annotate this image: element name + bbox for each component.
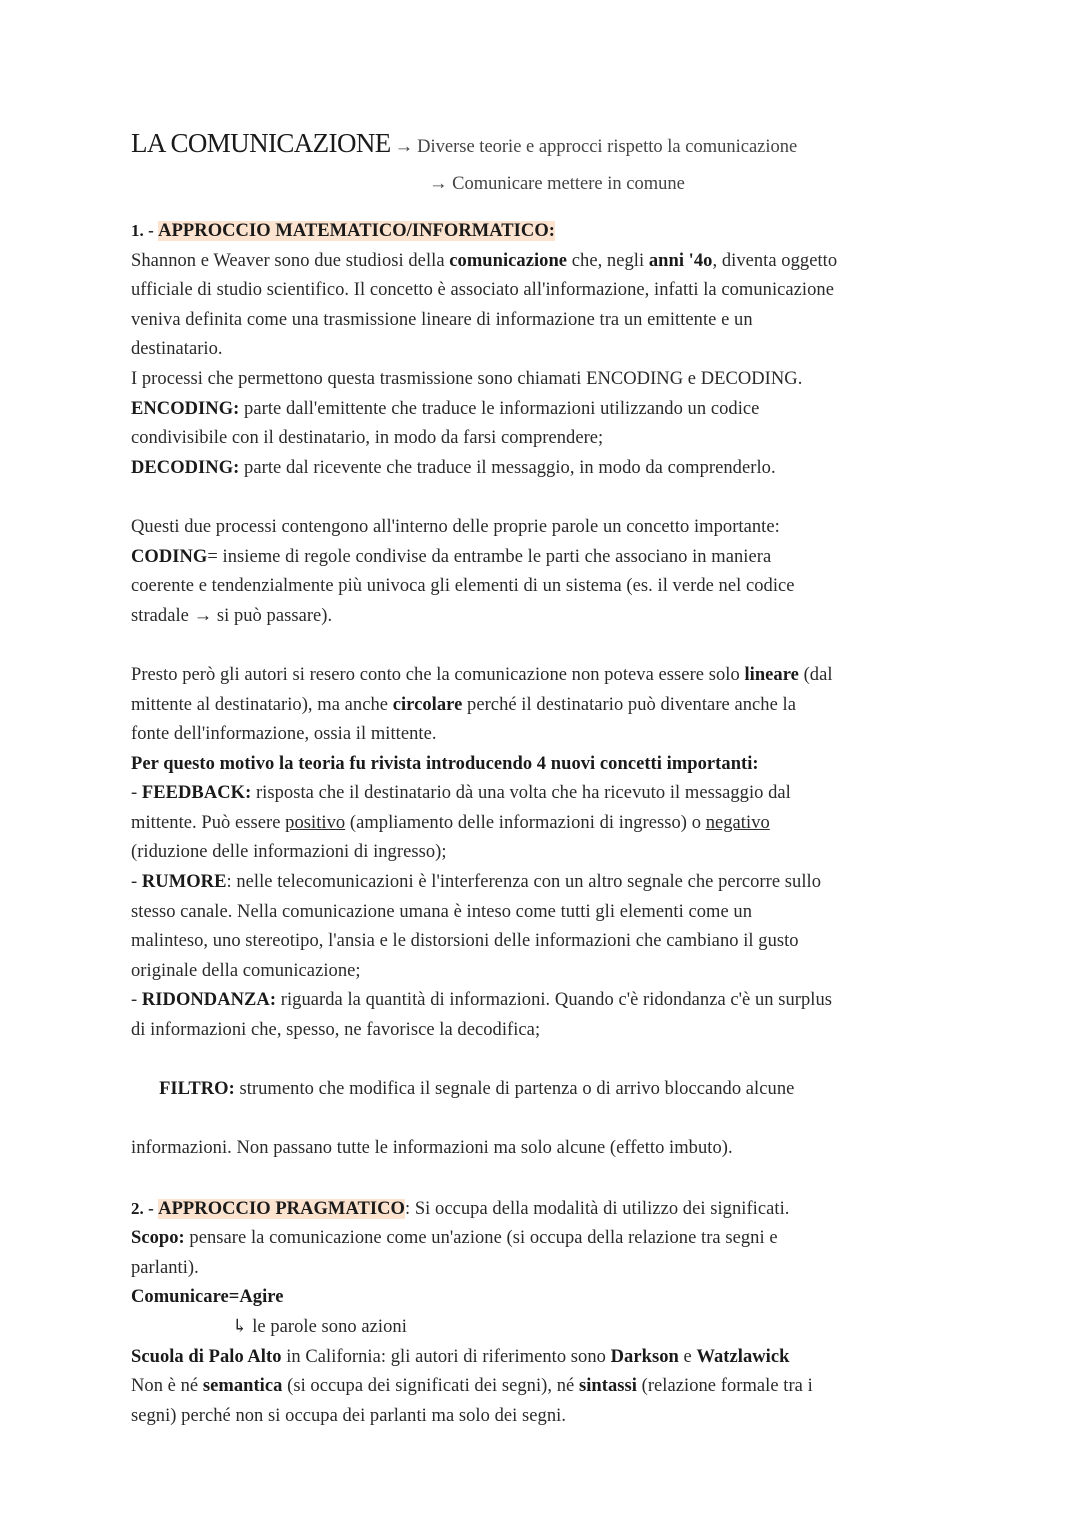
bold-term: lineare xyxy=(744,664,799,685)
s1-p2: I processi che permettono questa trasmissione sono chiamati ENCODING e DECODING. xyxy=(131,368,803,389)
rumore-label: RUMORE xyxy=(141,872,227,893)
encoding-line1 xyxy=(131,395,961,425)
document-page xyxy=(131,128,961,1431)
feedback-line3: (riduzione delle informazioni di ingresso); xyxy=(131,842,447,863)
title-row xyxy=(131,128,961,168)
subtitle-2: Comunicare mettere in comune xyxy=(452,174,685,194)
s1-p3: Questi due processi contengono all'interno delle proprie parole un concetto importante: xyxy=(131,516,780,537)
filtro-line1 xyxy=(131,1046,961,1135)
encoding-line2: condivisibile con il destinatario, in modo da farsi comprendere; xyxy=(131,428,604,449)
decoding-line1 xyxy=(131,454,961,484)
coding-line3: stradale → si può passare). xyxy=(131,605,333,626)
text: , diventa oggetto xyxy=(712,250,838,271)
text: pensare la comunicazione come un'azione (si occupa della relazione tra segni e xyxy=(184,1228,778,1249)
rumore-line3: malinteso, uno stereotipo, l'ansia e le distorsioni delle informazioni che cambiano il gusto xyxy=(131,931,799,952)
dash: - xyxy=(131,872,142,893)
filtro-line2: informazioni. Non passano tutte le informazioni ma solo alcune (effetto imbuto). xyxy=(131,1138,733,1159)
underlined-term: positivo xyxy=(285,812,346,833)
bold-term: Scuola di Palo Alto xyxy=(131,1346,282,1367)
s1-p1-line1 xyxy=(131,247,961,277)
section2-number: 2. - xyxy=(131,1198,159,1218)
comunicare-agire xyxy=(131,1283,961,1313)
s1-p5 xyxy=(131,750,961,780)
non-line1 xyxy=(131,1372,961,1402)
section2-title: APPROCCIO PRAGMATICO xyxy=(158,1198,405,1219)
text: e xyxy=(678,1346,697,1367)
coding-line2: coerente e tendenzialmente più univoca gli elementi di un sistema (es. il verde nel codice xyxy=(131,576,795,597)
text: Non è né xyxy=(131,1376,203,1397)
bold-term: Darkson xyxy=(610,1346,679,1367)
text: Shannon e Weaver sono due studiosi della xyxy=(131,250,450,271)
coding-label: CODING xyxy=(131,546,208,567)
text: : Si occupa della modalità di utilizzo dei significati. xyxy=(404,1198,790,1219)
feedback-label: FEEDBACK: xyxy=(141,783,252,804)
text: riguarda la quantità di informazioni. Quando c'è ridondanza c'è un surplus xyxy=(276,990,833,1011)
non-line2: segni) perché non si occupa dei parlanti ma solo dei segni. xyxy=(131,1405,566,1426)
page-title: LA COMUNICAZIONE xyxy=(131,128,391,158)
rumore-line2: stesso canale. Nella comunicazione umana è inteso come tutti gli elementi come un xyxy=(131,901,753,922)
text: in California: gli autori di riferimento sono xyxy=(281,1346,611,1367)
text: strumento che modifica il segnale di partenza o di arrivo bloccando alcune xyxy=(234,1079,795,1100)
decoding-label: DECODING: xyxy=(131,457,240,478)
text: (ampliamento delle informazioni di ingresso) o xyxy=(345,812,706,833)
s1-p1-line2: ufficiale di studio scientifico. Il concetto è associato all'informazione, infatti la comunicazione xyxy=(131,280,834,301)
bold-term: comunicazione xyxy=(449,250,568,271)
text: (si occupa dei significati dei segni), né xyxy=(282,1376,579,1397)
text: mittente. Può essere xyxy=(131,812,286,833)
encoding-label: ENCODING: xyxy=(131,398,240,419)
bold-term: circolare xyxy=(392,694,463,715)
text: le parole sono azioni xyxy=(247,1316,407,1337)
text: mittente al destinatario), ma anche xyxy=(131,694,393,715)
title-arrow-2: → xyxy=(429,174,448,194)
s1-p4-line2 xyxy=(131,691,961,721)
scopo-line2: parlanti). xyxy=(131,1257,199,1278)
text: che, negli xyxy=(567,250,649,271)
comunicare-label: Comunicare=Agire xyxy=(131,1287,284,1308)
feedback-line1 xyxy=(131,779,961,809)
scuola-line xyxy=(131,1343,961,1373)
title-arrow-1: → xyxy=(394,137,414,157)
filtro-label: FILTRO: xyxy=(159,1079,235,1100)
scopo-line1 xyxy=(131,1224,961,1254)
dash: - xyxy=(131,783,142,804)
subtitle-1: Diverse teorie e approcci rispetto la comunicazione xyxy=(417,137,798,157)
dash xyxy=(150,1079,159,1099)
text: parte dal ricevente che traduce il messaggio, in modo da comprenderlo. xyxy=(239,457,776,478)
bold-term: anni '4o xyxy=(648,250,713,271)
s1-p4-line3: fonte dell'informazione, ossia il mittente. xyxy=(131,724,437,745)
s1-p1-line4: destinatario. xyxy=(131,339,223,360)
section1-number: 1. - xyxy=(131,221,159,240)
text: risposta che il destinatario dà una volta che ha ricevuto il messaggio dal xyxy=(251,783,791,804)
dash: - xyxy=(131,990,142,1011)
s1-p4-line1 xyxy=(131,661,961,691)
bold-term: Watzlawick xyxy=(696,1346,790,1367)
bold-sentence: Per questo motivo la teoria fu rivista introducendo 4 nuovi concetti importanti: xyxy=(131,753,759,774)
text: Presto però gli autori si resero conto che la comunicazione non poteva essere solo xyxy=(131,664,745,685)
ridondanza-label: RIDONDANZA: xyxy=(141,990,277,1011)
rumore-line1 xyxy=(131,868,961,898)
scopo-label: Scopo: xyxy=(131,1228,185,1249)
text: (relazione formale tra i xyxy=(636,1376,813,1397)
bold-term: semantica xyxy=(202,1376,283,1397)
section1-title: APPROCCIO MATEMATICO/INFORMATICO: xyxy=(158,221,555,241)
parole-line xyxy=(131,1313,961,1343)
bold-term: sintassi xyxy=(578,1376,637,1397)
return-arrow-icon: ↳ xyxy=(232,1316,248,1337)
section1-heading xyxy=(131,216,961,247)
coding-line1 xyxy=(131,543,961,573)
text: = insieme di regole condivise da entrambe le parti che associano in maniera xyxy=(207,546,772,567)
underlined-term: negativo xyxy=(705,812,770,833)
subtitle-row-2 xyxy=(131,168,961,208)
text: perché il destinatario può diventare anche la xyxy=(462,694,796,715)
text: : nelle telecomunicazioni è l'interferenza con un altro segnale che percorre sullo xyxy=(226,872,821,893)
ridondanza-line2: di informazioni che, spesso, ne favorisce la decodifica; xyxy=(131,1020,541,1041)
text: (dal xyxy=(798,664,833,685)
s1-p1-line3: veniva definita come una trasmissione lineare di informazione tra un emittente e un xyxy=(131,309,753,330)
feedback-line2 xyxy=(131,809,961,839)
ridondanza-line1 xyxy=(131,986,961,1016)
text: parte dall'emittente che traduce le informazioni utilizzando un codice xyxy=(239,398,760,419)
rumore-line4: originale della comunicazione; xyxy=(131,960,361,981)
section2-heading xyxy=(131,1194,961,1225)
